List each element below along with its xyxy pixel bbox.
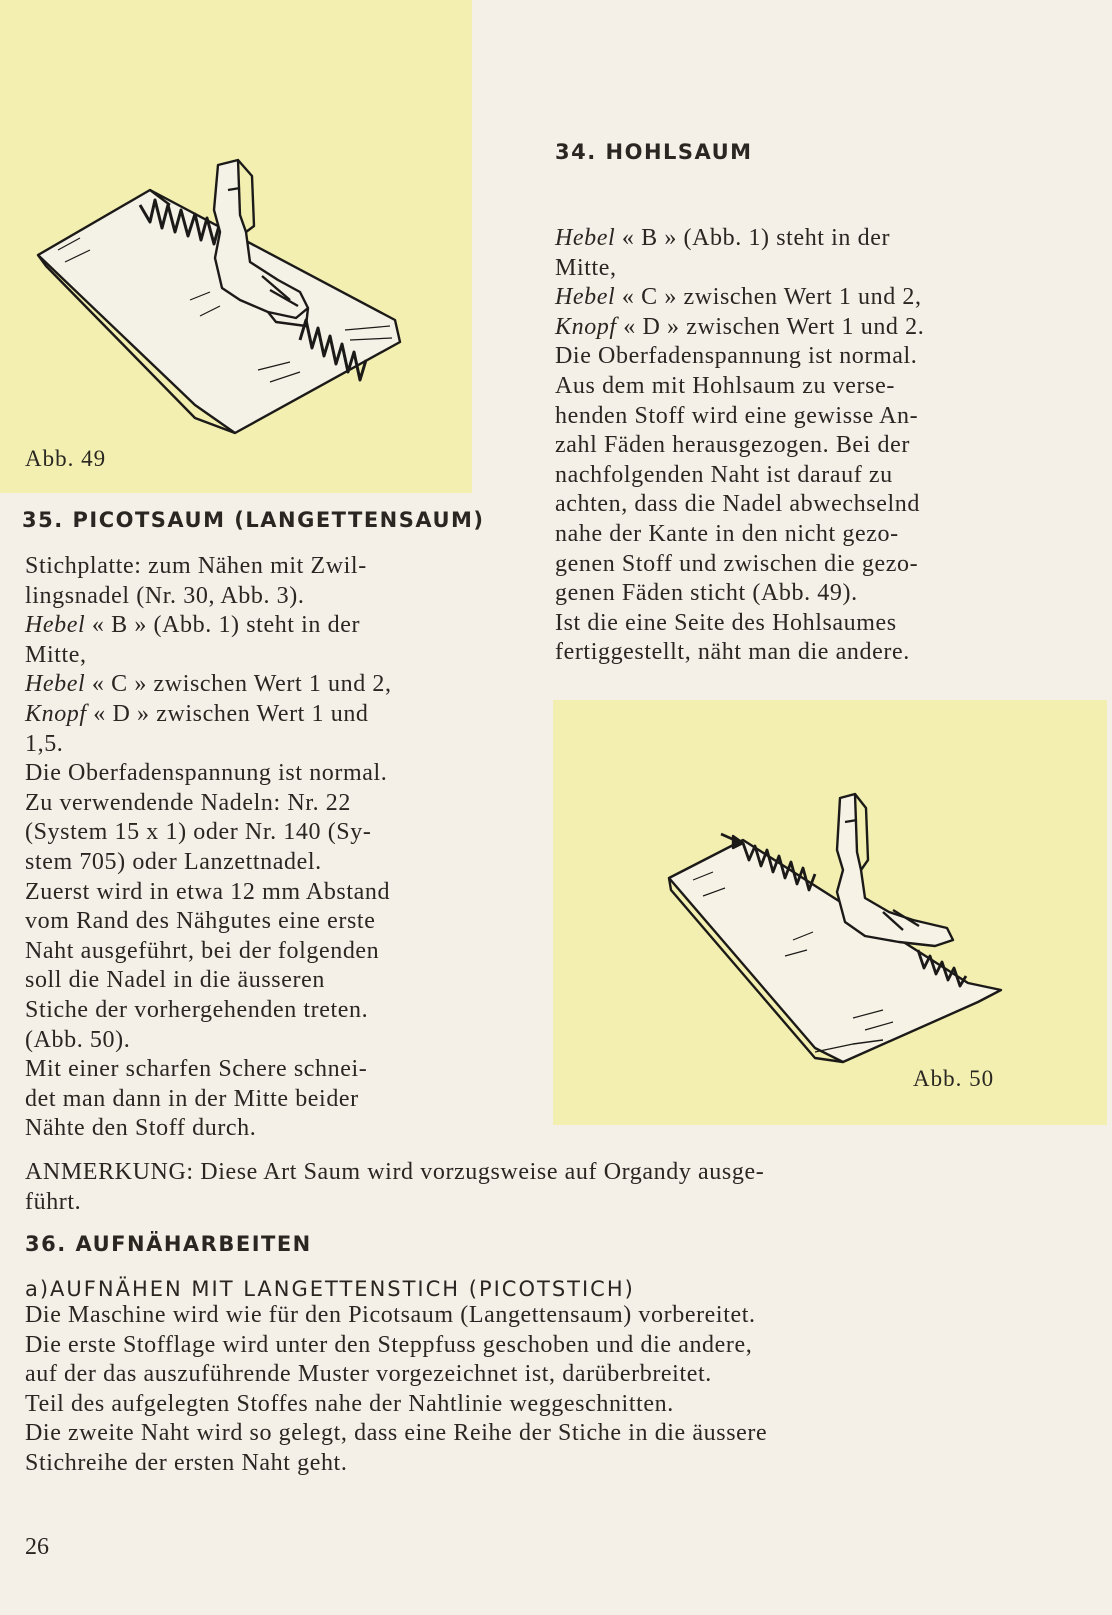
- line-text: Ist die eine Seite des Hohlsaumes: [555, 609, 897, 636]
- text-line: [555, 402, 1020, 432]
- line-text: Mitte,: [555, 254, 617, 281]
- line-text: Aus dem mit Hohlsaum zu verse-: [555, 372, 895, 399]
- line-text: achten, dass die Nadel abwechselnd: [555, 491, 920, 518]
- text-line: auf der das auszuführende Muster vorgezeichnet ist, darüberbreitet.: [25, 1361, 712, 1388]
- line-text: « D » zwischen Wert 1 und: [86, 700, 369, 727]
- section-36-subheading: a)AUFNÄHEN MIT LANGETTENSTICH (PICOTSTICH): [25, 1277, 635, 1301]
- text-line: [25, 1026, 485, 1056]
- text-line: Die zweite Naht wird so gelegt, dass eine Reihe der Stiche in die äussere: [25, 1420, 768, 1447]
- text-line: Teil des aufgelegten Stoffes nahe der Nahtlinie weggeschnitten.: [25, 1390, 674, 1417]
- line-text: fertiggestellt, näht man die andere.: [555, 639, 910, 666]
- text-line: [555, 490, 1020, 520]
- line-text: « C » zwischen Wert 1 und 2,: [85, 671, 392, 698]
- line-text: Nähte den Stoff durch.: [25, 1115, 257, 1142]
- line-text: Stichplatte: zum Nähen mit Zwil-: [25, 553, 367, 579]
- section-35-note: [25, 1158, 1020, 1217]
- section-34-heading: 34. HOHLSAUM: [555, 140, 753, 164]
- text-line: [25, 759, 485, 789]
- text-line: [555, 254, 1020, 284]
- section-34-body: [555, 224, 1020, 668]
- text-line: [25, 966, 485, 996]
- text-line: [25, 1055, 485, 1085]
- text-line: [555, 520, 1020, 550]
- text-line: [555, 638, 1020, 668]
- figure-50-caption: Abb. 50: [913, 1066, 995, 1091]
- text-line: [25, 611, 485, 641]
- line-text: nachfolgenden Naht ist darauf zu: [555, 461, 893, 488]
- italic-label: Hebel: [25, 612, 86, 639]
- line-text: nahe der Kante in den nicht gezo-: [555, 520, 899, 547]
- section-35-heading: 35. PICOTSAUM (LANGETTENSAUM): [22, 508, 485, 532]
- line-text: Stiche der vorhergehenden treten.: [25, 996, 369, 1023]
- presser-foot-picot-seam-illustration: [0, 0, 472, 493]
- text-line: [25, 670, 485, 700]
- text-line: [555, 313, 1020, 343]
- text-line: [25, 996, 485, 1026]
- line-text: genen Stoff und zwischen die gezo-: [555, 550, 919, 577]
- section-36-body: [25, 1301, 1020, 1479]
- figure-49-panel: [0, 0, 472, 493]
- line-text: 1,5.: [25, 730, 64, 757]
- line-text: soll die Nadel in die äusseren: [25, 967, 325, 994]
- text-line: [555, 431, 1020, 461]
- text-line: [25, 641, 485, 671]
- italic-label: Knopf: [555, 313, 617, 340]
- line-text: (Abb. 50).: [25, 1026, 131, 1053]
- section-36-heading: 36. AUFNÄHARBEITEN: [25, 1232, 312, 1256]
- line-text: Zuerst wird in etwa 12 mm Abstand: [25, 878, 391, 905]
- line-text: « C » zwischen Wert 1 und 2,: [615, 284, 922, 311]
- line-text: stem 705) oder Lanzettnadel.: [25, 848, 322, 875]
- italic-label: Hebel: [555, 284, 616, 311]
- text-line: [25, 818, 485, 848]
- line-text: (System 15 x 1) oder Nr. 140 (Sy-: [25, 819, 372, 846]
- italic-label: Hebel: [555, 225, 616, 251]
- presser-foot-hemstitch-illustration: [553, 700, 1107, 1125]
- text-line: [555, 224, 1020, 254]
- text-line: [25, 937, 485, 967]
- line-text: « D » zwischen Wert 1 und 2.: [616, 313, 925, 340]
- figure-50-panel: [553, 700, 1107, 1125]
- line-text: vom Rand des Nähgutes eine erste: [25, 908, 376, 935]
- text-line: [25, 700, 485, 730]
- figure-49-caption: Abb. 49: [25, 446, 107, 471]
- text-line: [25, 789, 485, 819]
- text-line: führt.: [25, 1188, 82, 1215]
- text-line: [555, 550, 1020, 580]
- text-line: [555, 609, 1020, 639]
- line-text: Mitte,: [25, 641, 87, 668]
- line-text: Mit einer scharfen Schere schnei-: [25, 1056, 368, 1083]
- line-text: « B » (Abb. 1) steht in der: [615, 225, 891, 251]
- line-text: « B » (Abb. 1) steht in der: [85, 612, 361, 639]
- line-text: det man dann in der Mitte beider: [25, 1085, 359, 1112]
- text-line: [25, 1085, 485, 1115]
- text-line: [25, 582, 485, 612]
- text-line: [25, 1114, 485, 1144]
- text-line: [555, 461, 1020, 491]
- line-text: zahl Fäden herausgezogen. Bei der: [555, 432, 910, 459]
- line-text: genen Fäden sticht (Abb. 49).: [555, 580, 858, 607]
- text-line: [25, 878, 485, 908]
- text-line: [555, 579, 1020, 609]
- line-text: henden Stoff wird eine gewisse An-: [555, 402, 919, 429]
- text-line: [25, 907, 485, 937]
- text-line: Die Maschine wird wie für den Picotsaum (Langettensaum) vorbereitet.: [25, 1302, 756, 1328]
- text-line: [555, 283, 1020, 313]
- text-line: Die erste Stofflage wird unter den Steppfuss geschoben und die andere,: [25, 1331, 753, 1358]
- text-line: [25, 730, 485, 760]
- text-line: [555, 342, 1020, 372]
- line-text: Naht ausgeführt, bei der folgenden: [25, 937, 380, 964]
- text-line: [555, 372, 1020, 402]
- italic-label: Hebel: [25, 671, 86, 698]
- section-35-body: [25, 552, 485, 1144]
- line-text: Die Oberfadenspannung ist normal.: [555, 343, 918, 370]
- italic-label: Knopf: [25, 700, 87, 727]
- text-line: ANMERKUNG: Diese Art Saum wird vorzugsweise auf Organdy ausge-: [25, 1159, 765, 1185]
- page-number: 26: [25, 1534, 49, 1560]
- line-text: Zu verwendende Nadeln: Nr. 22: [25, 789, 351, 816]
- line-text: lingsnadel (Nr. 30, Abb. 3).: [25, 582, 305, 609]
- text-line: [25, 848, 485, 878]
- text-line: [25, 552, 485, 582]
- line-text: Die Oberfadenspannung ist normal.: [25, 760, 388, 787]
- text-line: Stichreihe der ersten Naht geht.: [25, 1449, 348, 1476]
